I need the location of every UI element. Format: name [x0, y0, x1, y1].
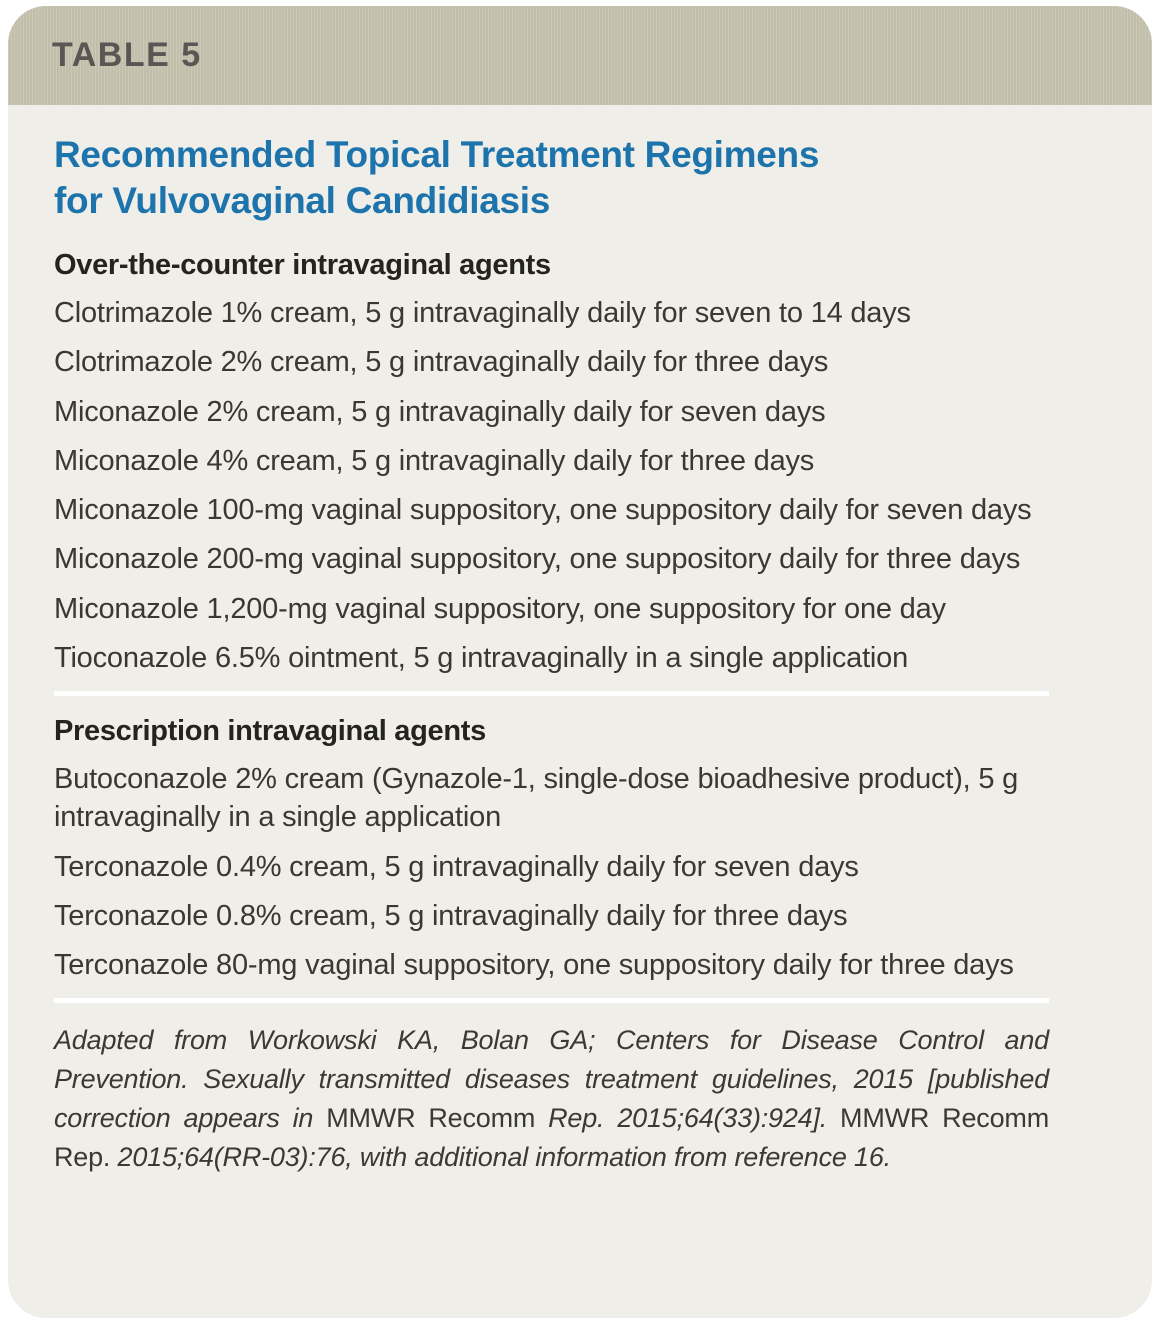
- source-note-segment: Rep. 2015;64(33):924].: [548, 1103, 841, 1134]
- regimen-item: Miconazole 2% cream, 5 g intravaginally daily for seven days: [54, 395, 826, 428]
- regimen-item: Butoconazole 2% cream (Gynazole-1, single-dose bioadhesive product), 5 g intravaginally in a single application: [54, 763, 1019, 834]
- table-number-label: TABLE 5: [52, 36, 202, 74]
- regimen-item: Miconazole 4% cream, 5 g intravaginally daily for three days: [54, 444, 815, 477]
- regimen-item: Terconazole 0.8% cream, 5 g intravaginally daily for three days: [54, 899, 848, 932]
- source-note-segment: MMWR Recomm: [326, 1103, 549, 1134]
- table-card: [8, 6, 1152, 1318]
- regimen-item: Tioconazole 6.5% ointment, 5 g intravaginally in a single application: [54, 641, 909, 674]
- table-body: [8, 105, 1152, 1318]
- section-heading-otc: Over-the-counter intravaginal agents: [54, 249, 551, 281]
- table-title-line2: for Vulvovaginal Candidiasis: [54, 180, 551, 221]
- regimen-item: Miconazole 1,200-mg vaginal suppository, one suppository for one day: [54, 592, 946, 625]
- section-heading-prescription: Prescription intravaginal agents: [54, 715, 486, 748]
- section-prescription: [54, 714, 1049, 984]
- source-note: [54, 1021, 1049, 1177]
- regimen-item: Miconazole 100-mg vaginal suppository, one suppository daily for seven days: [54, 494, 1032, 527]
- section-otc: [54, 248, 1049, 677]
- regimen-item: Terconazole 0.4% cream, 5 g intravaginally daily for seven days: [54, 850, 859, 883]
- section-divider: [54, 691, 1049, 696]
- source-note-segment: Adapted from Workowski KA, Bolan GA; Centers for Disease Control and Prevention. Sexually transmitted diseases treatment guidelines, 2015 [published correction appears in: [54, 1025, 1049, 1134]
- regimen-item: Clotrimazole 2% cream, 5 g intravaginally daily for three days: [54, 346, 829, 379]
- regimen-item: Miconazole 200-mg vaginal suppository, one suppository daily for three days: [54, 543, 1021, 576]
- table-header-band: [8, 6, 1152, 105]
- regimen-item: Clotrimazole 1% cream, 5 g intravaginally daily for seven to 14 days: [54, 297, 911, 329]
- regimen-item: Terconazole 80-mg vaginal suppository, one suppository daily for three days: [54, 949, 1014, 982]
- section-divider: [54, 998, 1049, 1003]
- table-title-line1: Recommended Topical Treatment Regimens: [54, 134, 820, 175]
- source-note-segment: MMWR Recomm Rep.: [54, 1103, 1049, 1173]
- table-title: [54, 132, 1049, 224]
- source-note-segment: 2015;64(RR-03):76, with additional information from reference 16.: [117, 1142, 891, 1173]
